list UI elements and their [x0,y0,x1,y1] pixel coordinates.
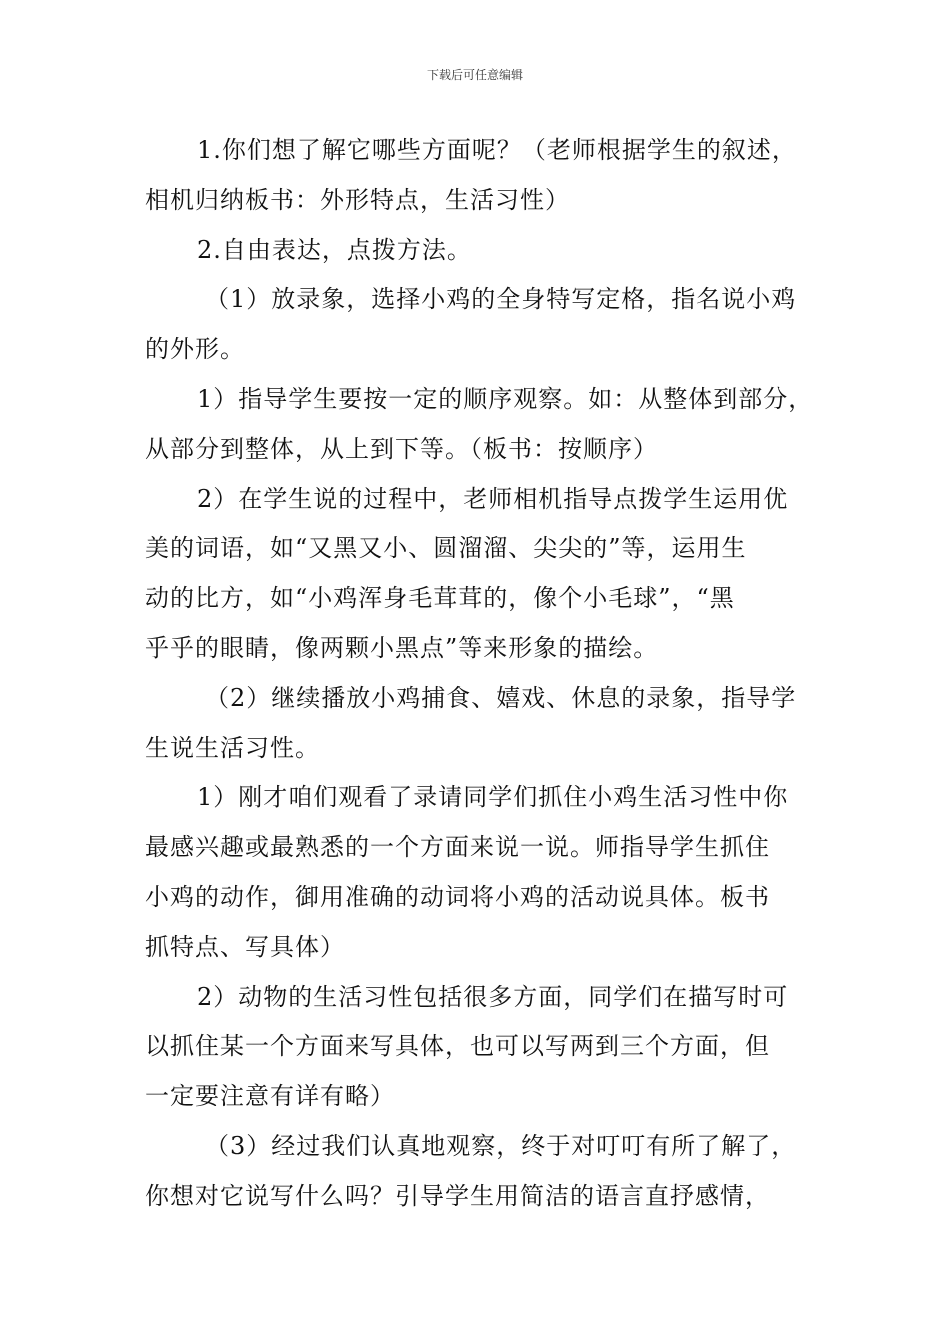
text-line: 美的词语，如“又黑又小、圆溜溜、尖尖的”等，运用生 [145,534,747,563]
text-line: 2）动物的生活习性包括很多方面，同学们在描写时可 [197,982,789,1011]
text-line: 一定要注意有详有略） [145,1082,395,1111]
text-line: 小鸡的动作，御用准确的动词将小鸡的活动说具体。板书 [145,882,770,911]
text-line: 从部分到整体，从上到下等。（板书：按顺序） [145,434,658,463]
text-line: 的外形。 [145,335,245,364]
text-line: 2）在学生说的过程中，老师相机指导点拨学生运用优 [197,484,789,513]
text-line: （3）经过我们认真地观察，终于对叮叮有所了解了， [205,1131,797,1160]
text-line: 相机归纳板书：外形特点，生活习性） [145,185,570,214]
document-body [145,126,825,1222]
text-line: （2）继续播放小鸡捕食、嬉戏、休息的录象，指导学 [205,683,797,712]
page-header: 下载后可任意编辑 [426,68,523,82]
text-line: 1.你们想了解它哪些方面呢？（老师根据学生的叙述， [197,136,797,164]
text-line: 动的比方，如“小鸡浑身毛茸茸的，像个小毛球”，“黑 [145,584,735,613]
text-line: 乎乎的眼睛，像两颗小黑点”等来形象的描绘。 [145,633,659,662]
text-line: 你想对它说写什么吗？引导学生用简洁的语言直抒感情， [145,1181,770,1210]
text-line: （1）放录象，选择小鸡的全身特写定格，指名说小鸡 [205,285,797,314]
text-line: 2.自由表达，点拨方法。 [197,235,472,264]
text-line: 生说生活习性。 [145,733,320,762]
text-line: 抓特点、写具体） [145,932,345,961]
text-line: 以抓住某一个方面来写具体，也可以写两到三个方面，但 [145,1032,770,1061]
text-line: 最感兴趣或最熟悉的一个方面来说一说。师指导学生抓住 [145,833,770,862]
text-line: 1）刚才咱们观看了录请同学们抓住小鸡生活习性中你 [197,783,789,812]
text-line: 1）指导学生要按一定的顺序观察。如：从整体到部分， [197,384,814,413]
